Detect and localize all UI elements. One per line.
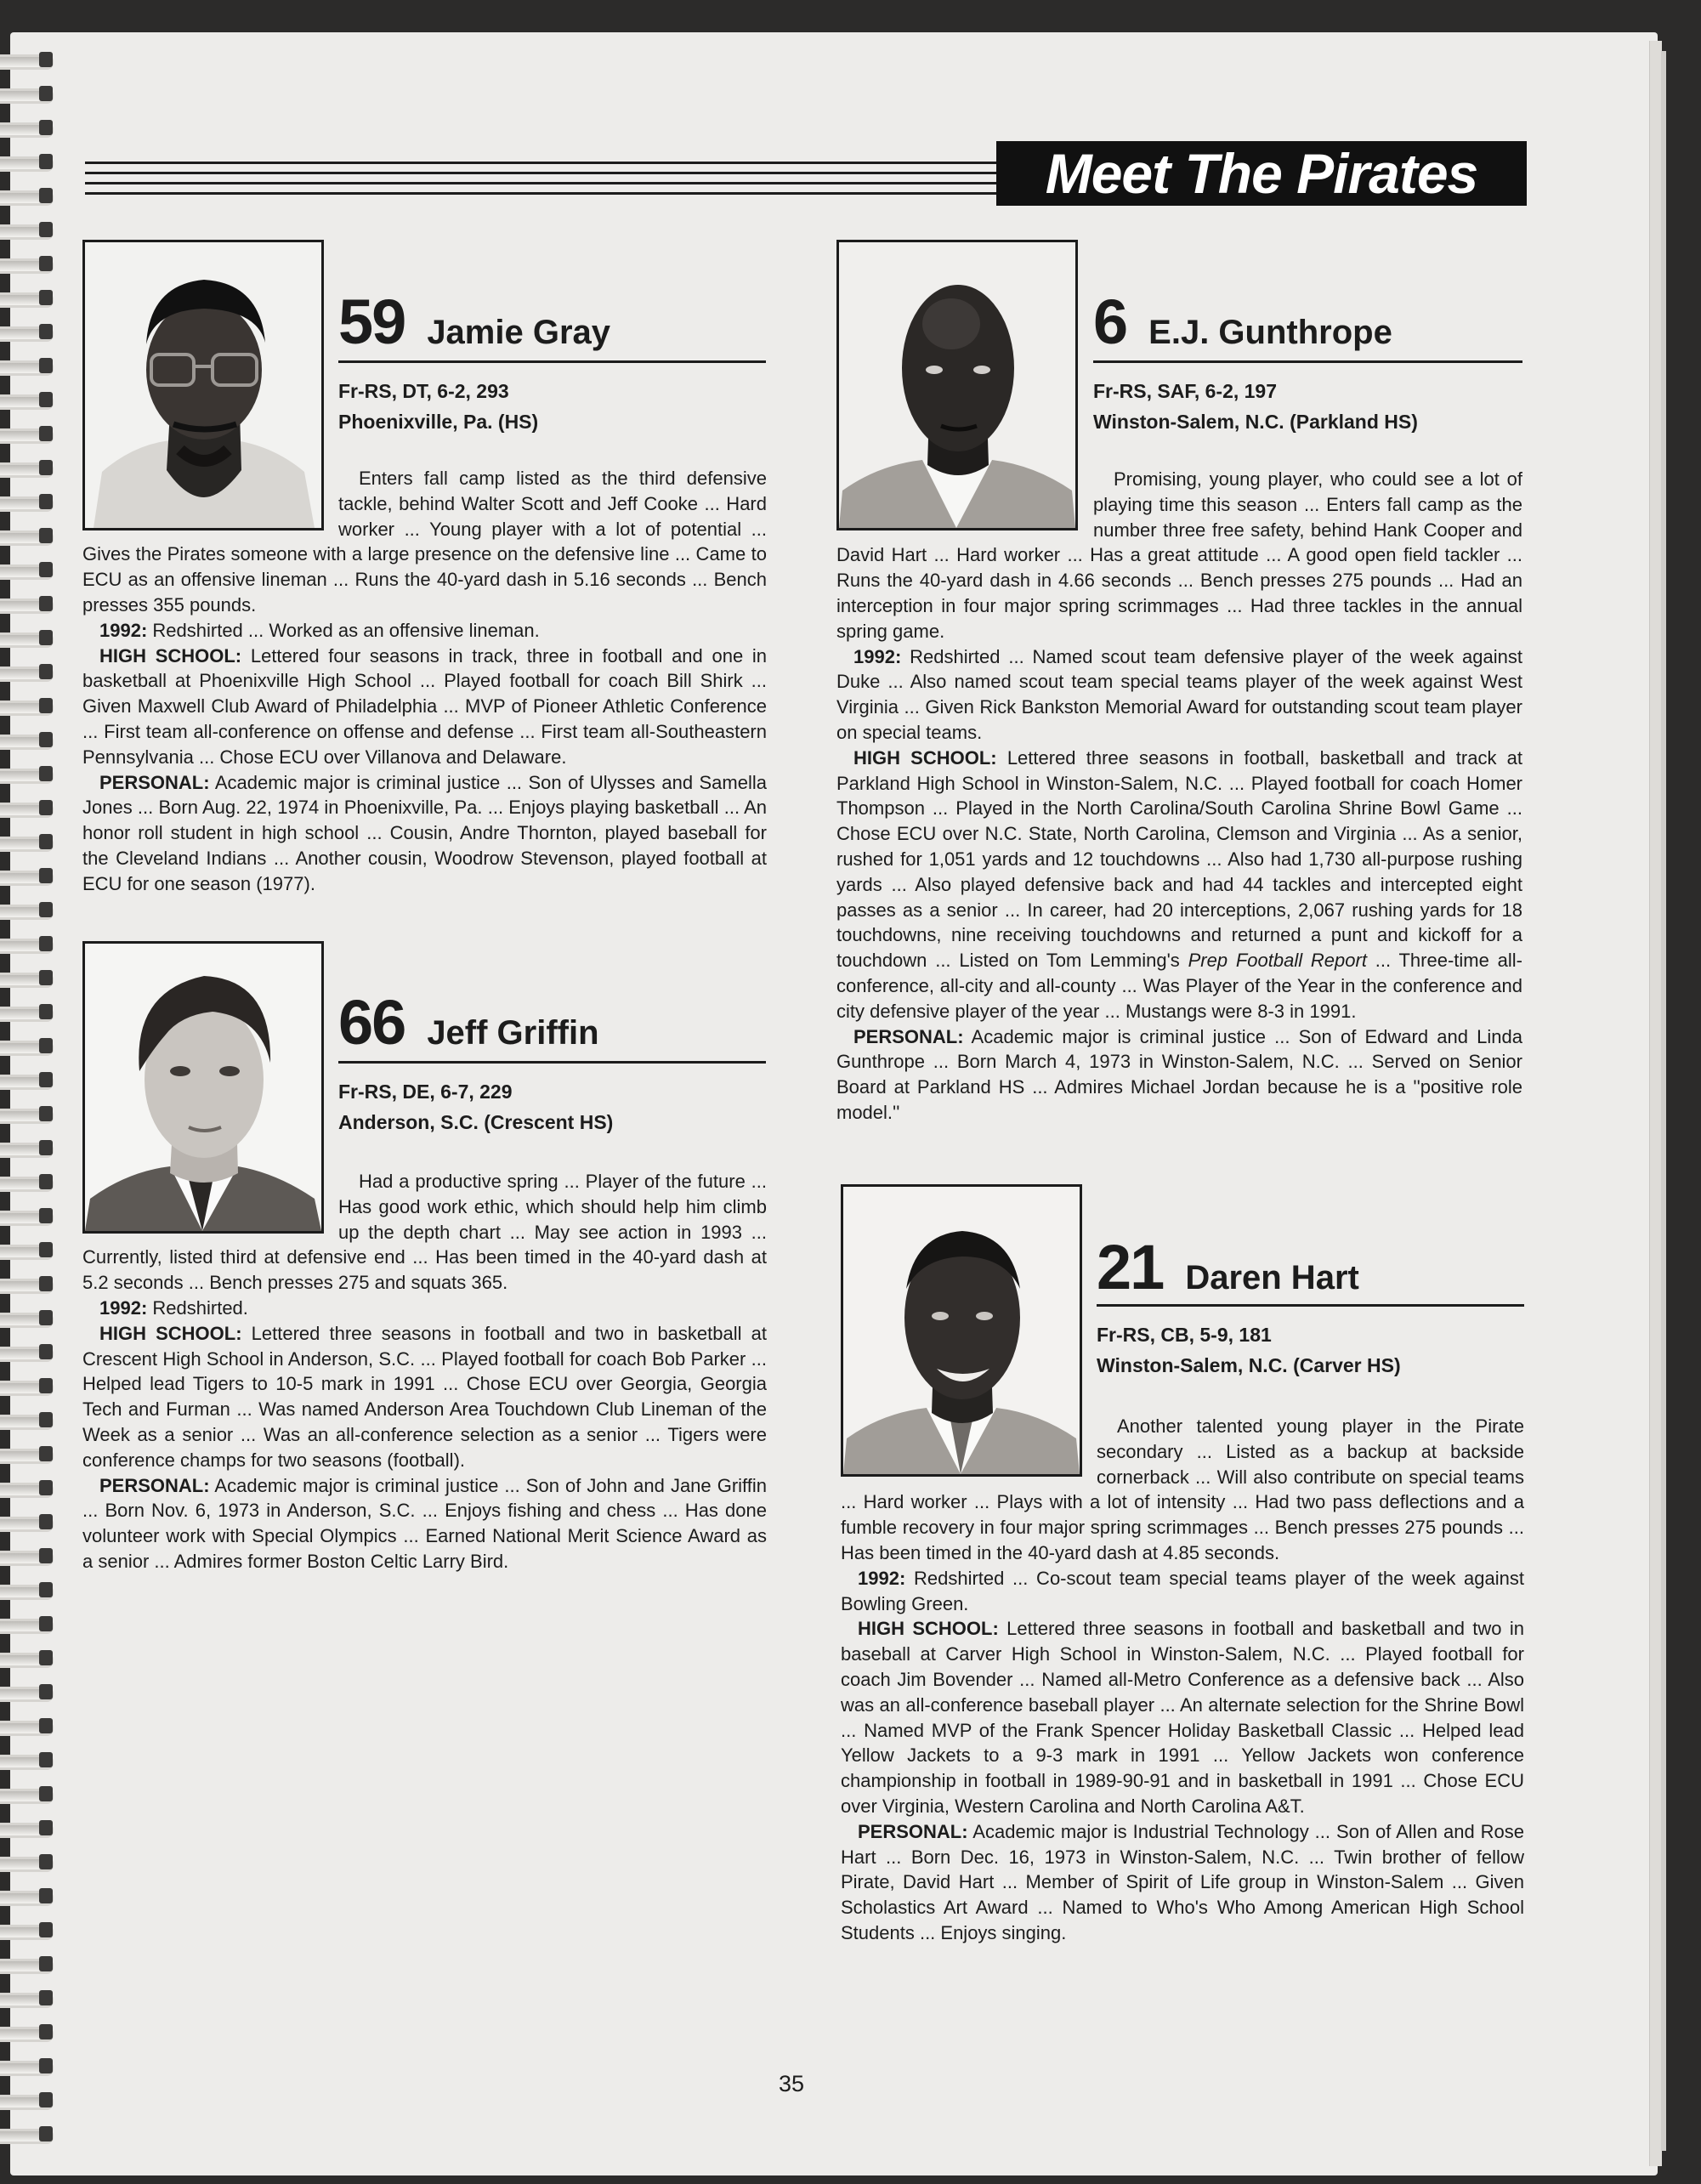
bio-high-school: HIGH SCHOOL: Lettered four seasons in track, three in football and one in basketball at Phoenixville High School ... Played football for coach Bill Shirk ... Given Maxwell Club Award of Philadelphia ... MVP of Pioneer Athletic Conference ... First team all-conference on offense and defense ... First team all-Southeastern Pennsylvania ... Chose ECU over Villanova and Delaware. bbox=[82, 644, 767, 768]
jersey-number: 21 bbox=[1097, 1232, 1164, 1302]
spiral-coil bbox=[0, 1615, 60, 1634]
spiral-coil bbox=[0, 2023, 60, 2042]
jersey-number: 66 bbox=[338, 987, 405, 1058]
heading-rule bbox=[338, 360, 766, 363]
bio-personal: PERSONAL: Academic major is criminal justice ... Son of Ulysses and Samella Jones ... Born Aug. 22, 1974 in Phoenixville, Pa. ... Enjoys playing basketball ... An honor roll student in high school ... Cousin, Andre Thornton, played baseball for the Cleveland Indians ... Another cousin, Woodrow Stevenson, played football at ECU for one season (1977). bbox=[82, 771, 767, 894]
spiral-coil bbox=[0, 1751, 60, 1770]
bio-1992: 1992: Redshirted ... Co-scout team special teams player of the week against Bowling Green. bbox=[841, 1567, 1524, 1614]
player-heading-gunthrope bbox=[1093, 286, 1392, 358]
player-bio-gunthrope bbox=[836, 467, 1522, 1126]
player-hometown: Winston-Salem, N.C. (Parkland HS) bbox=[1093, 411, 1418, 433]
spiral-coil bbox=[0, 1581, 60, 1600]
spiral-coil bbox=[0, 357, 60, 376]
spiral-binding bbox=[0, 51, 60, 2168]
player-info: Fr-RS, DE, 6-7, 229 bbox=[338, 1081, 513, 1103]
spiral-coil bbox=[0, 2125, 60, 2144]
header-rules bbox=[85, 162, 1003, 199]
spiral-coil bbox=[0, 493, 60, 512]
spiral-coil bbox=[0, 1105, 60, 1124]
spiral-coil bbox=[0, 1445, 60, 1464]
spiral-coil bbox=[0, 1411, 60, 1430]
spiral-coil bbox=[0, 1139, 60, 1158]
bio-personal: PERSONAL: Academic major is criminal justice ... Son of John and Jane Griffin ... Born Nov. 6, 1973 in Anderson, S.C. ... Enjoys fishing and chess ... Has done volunteer work with Special Olympics ... Earned National Merit Science Award as a senior ... Admires former Boston Celtic Larry Bird. bbox=[82, 1474, 767, 1572]
bio-intro-text: Enters fall camp listed as the third defensive tackle, behind Walter Scott and Jeff Cooke ... Hard worker ... Young player with a lot of potential ... Gives the Pirates someone with a large presence on the defensive line ... Came to ECU as an offensive lineman ... Runs the 40-yard dash in 5.16 seconds ... Bench presses 355 pounds. bbox=[82, 468, 767, 615]
spiral-coil bbox=[0, 153, 60, 172]
bio-high-school: HIGH SCHOOL: Lettered three seasons in football and two in basketball at Crescent High School in Anderson, S.C. ... Played football for coach Bob Parker ... Helped lead Tigers to 10-5 mark in 1991 ... Chose ECU over Georgia, Georgia Tech and Furman ... Was named Anderson Area Touchdown Club Lineman of the Week as a senior ... Was an all-conference selection as a senior ... Tigers were conference champs for two seasons (football). bbox=[82, 1322, 767, 1471]
bio-intro-text: Promising, young player, who could see a lot of playing time this season ... Enters fall camp as the number three free safety, behind Hank Cooper and David Hart ... Hard worker ... Has a great attitude ... A good open field tackler ... Runs the 40-yard dash in 4.66 seconds ... Bench presses 275 pounds ... Had an interception in four major spring scrimmages ... Had three tackles in the annual spring game. bbox=[836, 468, 1522, 642]
spiral-coil bbox=[0, 765, 60, 784]
spiral-coil bbox=[0, 1785, 60, 1804]
bio-intro-text: Had a productive spring ... Player of the future ... Has good work ethic, which should help him climb up the depth chart ... May see action in 1993 ... Currently, listed third at defensive end ... Has been timed in the 40-yard dash at 5.2 seconds ... Bench presses 275 and squats 365. bbox=[82, 1171, 767, 1294]
player-name: Daren Hart bbox=[1185, 1259, 1359, 1296]
spiral-coil bbox=[0, 1887, 60, 1906]
bio-high-school: HIGH SCHOOL: Lettered three seasons in football and basketball and two in baseball at Carver High School in Winston-Salem, N.C. ... Played football for coach Jim Bovender ... Named all-Metro Conference as a defensive back ... Also was an all-conference baseball player ... An alternate selection for the Shrine Bowl ... Named MVP of the Frank Spencer Holiday Basketball Classic ... Helped lead Yellow Jackets to a 9-3 mark in 1991 ... Yellow Jackets won conference championship in football in 1989-90-91 and in basketball in 1991 ... Chose ECU over Virginia, Western Carolina and North Carolina A&T. bbox=[841, 1618, 1524, 1817]
player-hometown: Anderson, S.C. (Crescent HS) bbox=[338, 1111, 614, 1133]
player-meta-hart bbox=[1097, 1319, 1401, 1381]
heading-rule bbox=[1093, 360, 1522, 363]
player-meta-gray bbox=[338, 376, 538, 437]
spiral-coil bbox=[0, 629, 60, 648]
spiral-coil bbox=[0, 731, 60, 750]
spiral-coil bbox=[0, 663, 60, 682]
spiral-coil bbox=[0, 1003, 60, 1022]
bio-1992: 1992: Redshirted ... Worked as an offensive lineman. bbox=[99, 619, 540, 641]
player-info: Fr-RS, SAF, 6-2, 197 bbox=[1093, 380, 1278, 402]
spiral-coil bbox=[0, 527, 60, 546]
page-edge bbox=[1649, 41, 1662, 2166]
page-edge-back bbox=[1661, 51, 1666, 2151]
spiral-coil bbox=[0, 833, 60, 852]
spiral-coil bbox=[0, 1819, 60, 1838]
bio-personal: PERSONAL: Academic major is criminal justice ... Son of Edward and Linda Gunthrope ... Born March 4, 1973 in Winston-Salem, N.C. ... Served on Senior Board at Parkland HS ... Admires Michael Jordan because he is a ''positive role model.'' bbox=[836, 1025, 1523, 1123]
heading-rule bbox=[1097, 1304, 1524, 1307]
spiral-coil bbox=[0, 459, 60, 478]
spiral-coil bbox=[0, 1479, 60, 1498]
player-info: Fr-RS, CB, 5-9, 181 bbox=[1097, 1324, 1272, 1346]
jersey-number: 6 bbox=[1093, 286, 1127, 357]
player-meta-griffin bbox=[338, 1076, 613, 1137]
spiral-coil bbox=[0, 1343, 60, 1362]
player-heading-hart bbox=[1097, 1231, 1359, 1303]
spiral-coil bbox=[0, 1071, 60, 1090]
bio-high-school: HIGH SCHOOL: Lettered three seasons in football, basketball and track at Parkland High School in Winston-Salem, N.C. ... Played football for coach Homer Thompson ... Played in the North Carolina/South Carolina Shrine Bowl Game ... Chose ECU over N.C. State, North Carolina, Clemson and Virginia ... As a senior, rushed for 1,051 yards and 12 touchdowns ... Also had 1,730 all-purpose rushing yards ... Also played defensive back and had 44 tackles and intercepted eight passes as a senior ... In career, had 20 interceptions, 2,067 rushing yards for 18 touchdowns, nine receiving touchdowns and returned a punt and kickoff for a touchdown ... Listed on Tom Lemming's Prep Football Report ... Three-time all-conference, all-city and all-county ... Was Player of the Year in the conference and city defensive player of the year ... Mustangs were 8-3 in 1991. bbox=[836, 746, 1522, 1022]
spiral-coil bbox=[0, 289, 60, 308]
spiral-coil bbox=[0, 1547, 60, 1566]
spiral-coil bbox=[0, 1921, 60, 1940]
spiral-coil bbox=[0, 255, 60, 274]
spiral-coil bbox=[0, 901, 60, 920]
player-info: Fr-RS, DT, 6-2, 293 bbox=[338, 380, 509, 402]
page-number: 35 bbox=[779, 2071, 805, 2096]
spiral-coil bbox=[0, 2057, 60, 2076]
spiral-coil bbox=[0, 595, 60, 614]
bio-intro-text: Another talented young player in the Pirate secondary ... Listed as a backup at backside cornerback ... Will also contribute on special teams ... Hard worker ... Plays with a lot of intensity ... Had two pass deflections and a fumble recovery in four major spring scrimmages ... Bench presses 275 pounds ... Has been timed in the 40-yard dash at 4.85 seconds. bbox=[841, 1415, 1524, 1563]
bio-1992: 1992: Redshirted. bbox=[99, 1296, 248, 1319]
spiral-coil bbox=[0, 85, 60, 104]
heading-rule bbox=[338, 1061, 766, 1064]
player-heading-griffin bbox=[338, 986, 599, 1058]
player-name: E.J. Gunthrope bbox=[1148, 314, 1392, 351]
spiral-coil bbox=[0, 969, 60, 988]
page-title: Meet The Pirates bbox=[996, 141, 1527, 206]
spiral-coil bbox=[0, 1853, 60, 1872]
spiral-coil bbox=[0, 323, 60, 342]
spiral-coil bbox=[0, 1955, 60, 1974]
spiral-coil bbox=[0, 697, 60, 716]
player-bio-griffin bbox=[82, 1169, 767, 1574]
spiral-coil bbox=[0, 1037, 60, 1056]
spiral-coil bbox=[0, 867, 60, 886]
spiral-coil bbox=[0, 561, 60, 580]
player-meta-gunthrope bbox=[1093, 376, 1418, 437]
bio-personal: PERSONAL: Academic major is Industrial Technology ... Son of Allen and Rose Hart ... Born Dec. 16, 1973 in Winston-Salem, N.C. ... Twin brother of fellow Pirate, David Hart ... Member of Spirit of Life group in Winston-Salem ... Given Scholastics Art Award ... Named to Who's Who Among American High School Students ... Enjoys singing. bbox=[841, 1820, 1524, 1943]
spiral-coil bbox=[0, 1241, 60, 1260]
spiral-coil bbox=[0, 935, 60, 954]
spiral-coil bbox=[0, 1649, 60, 1668]
player-heading-gray bbox=[338, 286, 610, 358]
spiral-coil bbox=[0, 1989, 60, 2008]
spiral-coil bbox=[0, 187, 60, 206]
spiral-coil bbox=[0, 1309, 60, 1328]
bio-1992: 1992: Redshirted ... Named scout team defensive player of the week against Duke ... Also named scout team special teams player of the week against West Virginia ... Given Rick Bankston Memorial Award for outstanding scout team player on special teams. bbox=[836, 645, 1522, 743]
spiral-coil bbox=[0, 221, 60, 240]
spiral-coil bbox=[0, 1717, 60, 1736]
spiral-coil bbox=[0, 119, 60, 138]
jersey-number: 59 bbox=[338, 286, 405, 357]
player-hometown: Phoenixville, Pa. (HS) bbox=[338, 411, 539, 433]
spiral-coil bbox=[0, 1275, 60, 1294]
spiral-coil bbox=[0, 1377, 60, 1396]
spiral-coil bbox=[0, 51, 60, 70]
spiral-coil bbox=[0, 2091, 60, 2110]
spiral-coil bbox=[0, 799, 60, 818]
player-bio-gray bbox=[82, 466, 767, 897]
player-bio-hart bbox=[841, 1414, 1524, 1946]
player-name: Jeff Griffin bbox=[427, 1014, 599, 1052]
spiral-coil bbox=[0, 425, 60, 444]
player-hometown: Winston-Salem, N.C. (Carver HS) bbox=[1097, 1354, 1401, 1376]
spiral-coil bbox=[0, 391, 60, 410]
spiral-coil bbox=[0, 1173, 60, 1192]
player-name: Jamie Gray bbox=[427, 314, 611, 351]
spiral-coil bbox=[0, 1513, 60, 1532]
spiral-coil bbox=[0, 1207, 60, 1226]
spiral-coil bbox=[0, 1683, 60, 1702]
